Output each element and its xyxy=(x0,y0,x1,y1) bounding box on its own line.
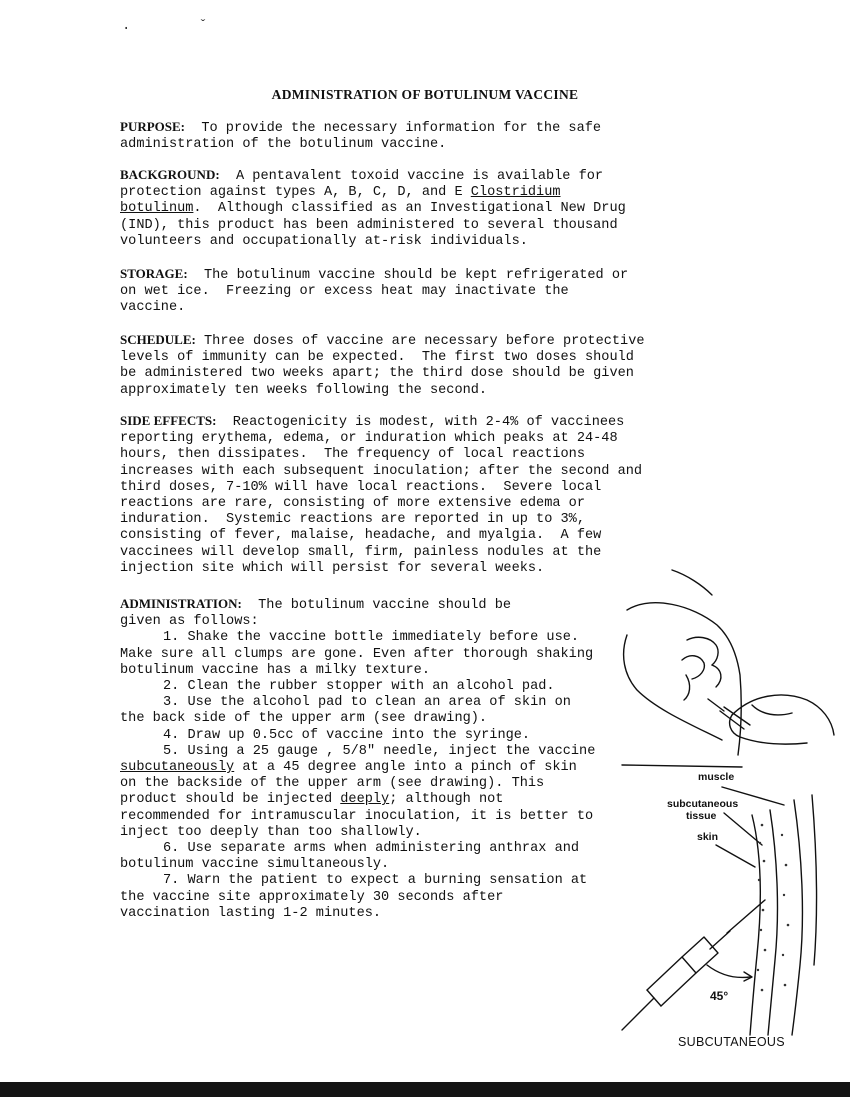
step-3: 3. Use the alcohol pad to clean an area of skin on the back side of the upper arm (see drawing). xyxy=(120,695,571,727)
side-effects-section xyxy=(120,413,760,577)
organism-genus: Clostridium xyxy=(470,185,561,201)
side-effects-heading: SIDE EFFECTS: xyxy=(120,413,217,428)
storage-text: The botulinum vaccine should be kept refrigerated or on wet ice. Freezing or excess heat may inactivate the vaccine. xyxy=(120,268,629,316)
step-5-text-b: at a 45 degree angle into a pinch of skin on the backside of the upper arm (see drawing). This product should be injected xyxy=(120,760,577,808)
background-text-1: A pentavalent toxoid vaccine is available for protection against types A, B, C, D, and E xyxy=(120,169,604,201)
schedule-heading: SCHEDULE: xyxy=(120,332,196,347)
organism-species: botulinum xyxy=(120,201,194,217)
figure-caption: SUBCUTANEOUS xyxy=(678,1035,785,1049)
injection-drawing xyxy=(612,565,842,1040)
administration-intro xyxy=(120,596,600,630)
step-5-text-a: 5. Using a 25 gauge , 5/8" needle, inject the vaccine xyxy=(163,743,596,759)
schedule-section xyxy=(120,332,760,399)
storage-section xyxy=(120,266,760,317)
background-text-2: . Although classified as an Investigational New Drug (IND), this product has been administered to several thousand volunteers and occupationally at-risk individuals. xyxy=(120,201,626,249)
step-7: 7. Warn the patient to expect a burning sensation at the vaccine site approximately 30 seconds after vaccination lasting 1-2 minutes. xyxy=(120,873,588,921)
label-subcutaneous: subcutaneous xyxy=(667,798,739,810)
step-1: 1. Shake the vaccine bottle immediately before use. Make sure all clumps are gone. Even after thorough shaking botulinum vaccine has a milky texture. xyxy=(120,630,594,678)
administration-heading: ADMINISTRATION: xyxy=(120,596,242,611)
purpose-text: To provide the necessary information for the safe administration of the botulinum vaccine. xyxy=(120,121,602,153)
side-effects-text: Reactogenicity is modest, with 2-4% of vaccinees reporting erythema, edema, or induration which peaks at 24-48 hours, then dissipates. The frequency of local reactions increases with each subsequent inoculation; after the second and third doses, 7-10% will have local reactions. Severe local reactions are rare, consisting of more extensive edema or induration. Systemic reactions are reported in up to 3%, consisting of fever, malaise, headache, and myalgia. A few vaccinees will develop small, firm, painless nodules at the injection site which will persist for several weeks. xyxy=(120,415,643,576)
background-section xyxy=(120,167,760,250)
purpose-section xyxy=(120,119,760,153)
step-5-deeply: deeply xyxy=(340,792,390,808)
step-5-subcutaneously: subcutaneously xyxy=(120,760,235,776)
step-5-text-c: ; although not recommended for intramuscular inoculation, it is better to inject too deeply than too shallowly. xyxy=(120,792,594,840)
background-heading: BACKGROUND: xyxy=(120,167,220,182)
label-angle: 45° xyxy=(710,989,729,1003)
step-4: 4. Draw up 0.5cc of vaccine into the syringe. xyxy=(163,727,531,743)
storage-heading: STORAGE: xyxy=(120,266,188,281)
step-5 xyxy=(120,744,600,841)
label-muscle: muscle xyxy=(698,771,735,783)
document-title: ADMINISTRATION OF BOTULINUM VACCINE xyxy=(271,87,579,102)
page-bottom-edge xyxy=(0,1082,850,1097)
administration-section xyxy=(120,596,600,922)
administration-intro-text: The botulinum vaccine should be given as follows: xyxy=(120,598,512,630)
step-6: 6. Use separate arms when administering anthrax and botulinum vaccine simultaneously. xyxy=(120,841,580,873)
purpose-heading: PURPOSE: xyxy=(120,119,185,134)
step-2: 2. Clean the rubber stopper with an alcohol pad. xyxy=(163,679,555,695)
schedule-text: Three doses of vaccine are necessary before protective levels of immunity can be expected. The first two doses should be administered two weeks apart; the third dose should be given approximately ten weeks following the second. xyxy=(120,334,645,398)
label-tissue: tissue xyxy=(686,810,717,822)
scan-marks: . ˇ xyxy=(122,18,238,34)
label-skin: skin xyxy=(697,831,719,843)
